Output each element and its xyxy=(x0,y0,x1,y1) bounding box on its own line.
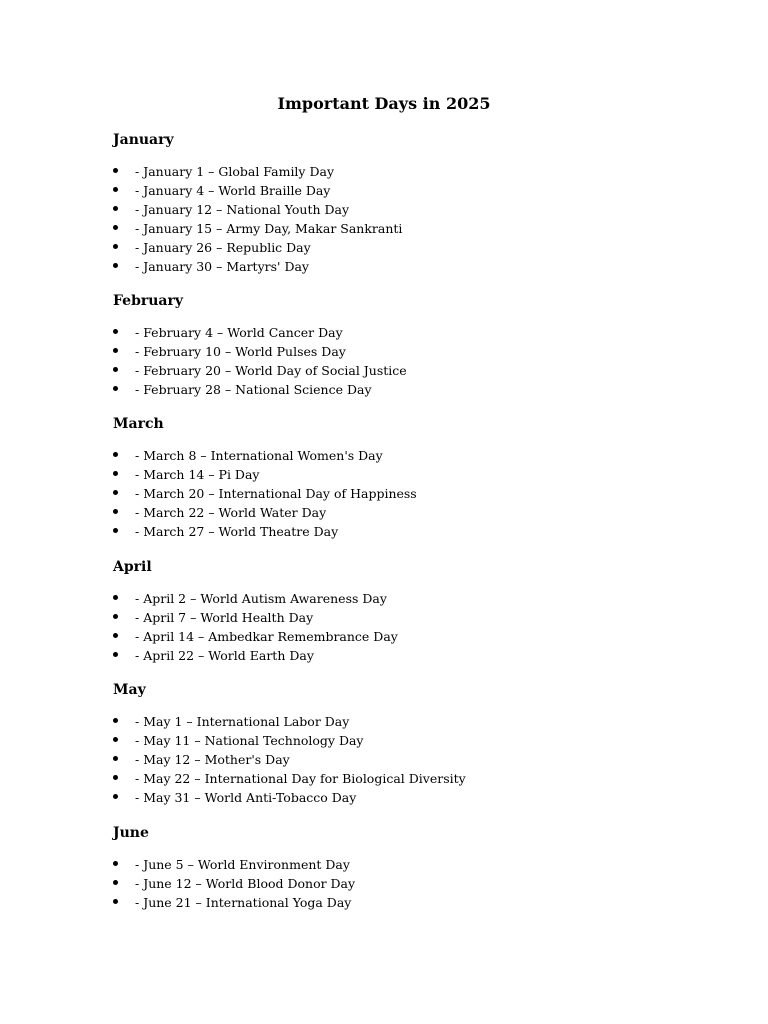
month-list xyxy=(113,162,673,277)
month-section-may xyxy=(113,680,673,807)
list-item xyxy=(113,646,673,665)
bullet-icon xyxy=(113,263,118,268)
list-item xyxy=(113,342,673,361)
list-item xyxy=(113,627,673,646)
month-list xyxy=(113,323,673,399)
month-list xyxy=(113,712,673,807)
list-item-text: - June 12 – World Blood Donor Day xyxy=(135,876,356,892)
bullet-icon xyxy=(113,880,118,885)
month-list xyxy=(113,855,673,912)
document-title: Important Days in 2025 xyxy=(277,94,491,113)
list-item-text: - February 28 – National Science Day xyxy=(135,382,372,398)
list-item xyxy=(113,731,673,750)
bullet-icon xyxy=(113,206,118,211)
list-item-text: - May 12 – Mother's Day xyxy=(135,752,290,768)
bullet-icon xyxy=(113,899,118,904)
list-item xyxy=(113,380,673,399)
bullet-icon xyxy=(113,244,118,249)
list-item-text: - April 7 – World Health Day xyxy=(135,610,314,626)
month-list xyxy=(113,446,673,541)
month-section-april xyxy=(113,557,673,665)
list-item-text: - May 1 – International Labor Day xyxy=(135,714,350,729)
bullet-icon xyxy=(113,509,118,514)
list-item-text: - February 4 – World Cancer Day xyxy=(135,325,343,340)
list-item-text: - February 10 – World Pulses Day xyxy=(135,344,346,360)
list-item xyxy=(113,788,673,807)
list-item-text: - January 30 – Martyrs' Day xyxy=(135,259,309,275)
list-item xyxy=(113,589,673,608)
bullet-icon xyxy=(113,718,118,723)
list-item-text: - May 11 – National Technology Day xyxy=(135,733,364,749)
list-item xyxy=(113,219,673,238)
list-item xyxy=(113,608,673,627)
bullet-icon xyxy=(113,614,118,619)
list-item-text: - June 21 – International Yoga Day xyxy=(135,895,352,911)
list-item xyxy=(113,484,673,503)
list-item xyxy=(113,446,673,465)
list-item-text: - April 2 – World Autism Awareness Day xyxy=(135,591,387,606)
list-item xyxy=(113,750,673,769)
bullet-icon xyxy=(113,168,118,173)
month-heading: March xyxy=(113,416,164,432)
list-item xyxy=(113,769,673,788)
bullet-icon xyxy=(113,452,118,457)
month-heading: May xyxy=(113,682,146,698)
list-item-text: - March 14 – Pi Day xyxy=(135,467,260,483)
bullet-icon xyxy=(113,595,118,600)
bullet-icon xyxy=(113,652,118,657)
list-item xyxy=(113,162,673,181)
month-heading: February xyxy=(113,293,184,309)
bullet-icon xyxy=(113,367,118,372)
bullet-icon xyxy=(113,386,118,391)
bullet-icon xyxy=(113,225,118,230)
bullet-icon xyxy=(113,528,118,533)
list-item-text: - January 15 – Army Day, Makar Sankranti xyxy=(135,221,403,237)
list-item xyxy=(113,361,673,380)
list-item xyxy=(113,874,673,893)
month-heading: April xyxy=(113,559,152,575)
bullet-icon xyxy=(113,756,118,761)
month-list xyxy=(113,589,673,665)
list-item-text: - May 22 – International Day for Biological Diversity xyxy=(135,771,466,787)
list-item xyxy=(113,522,673,541)
list-item xyxy=(113,893,673,912)
month-section-january xyxy=(113,130,673,277)
list-item xyxy=(113,181,673,200)
month-section-june xyxy=(113,823,673,912)
month-heading: January xyxy=(113,132,174,148)
bullet-icon xyxy=(113,348,118,353)
list-item xyxy=(113,712,673,731)
list-item-text: - March 8 – International Women's Day xyxy=(135,448,383,463)
list-item xyxy=(113,503,673,522)
list-item-text: - March 27 – World Theatre Day xyxy=(135,524,339,540)
list-item-text: - April 14 – Ambedkar Remembrance Day xyxy=(135,629,398,645)
list-item-text: - January 26 – Republic Day xyxy=(135,240,311,256)
month-section-february xyxy=(113,291,673,399)
list-item-text: - March 22 – World Water Day xyxy=(135,505,327,521)
list-item xyxy=(113,465,673,484)
list-item-text: - January 12 – National Youth Day xyxy=(135,202,350,218)
list-item xyxy=(113,200,673,219)
month-section-march xyxy=(113,414,673,541)
bullet-icon xyxy=(113,737,118,742)
bullet-icon xyxy=(113,471,118,476)
list-item-text: - January 4 – World Braille Day xyxy=(135,183,331,199)
list-item xyxy=(113,855,673,874)
list-item-text: - May 31 – World Anti-Tobacco Day xyxy=(135,790,357,806)
bullet-icon xyxy=(113,187,118,192)
bullet-icon xyxy=(113,633,118,638)
month-heading: June xyxy=(113,825,149,841)
list-item-text: - June 5 – World Environment Day xyxy=(135,857,350,872)
list-item xyxy=(113,323,673,342)
list-item xyxy=(113,238,673,257)
list-item-text: - March 20 – International Day of Happiness xyxy=(135,486,417,502)
list-item-text: - February 20 – World Day of Social Justice xyxy=(135,363,407,379)
bullet-icon xyxy=(113,794,118,799)
bullet-icon xyxy=(113,775,118,780)
bullet-icon xyxy=(113,490,118,495)
list-item-text: - January 1 – Global Family Day xyxy=(135,164,335,179)
list-item xyxy=(113,257,673,276)
list-item-text: - April 22 – World Earth Day xyxy=(135,648,314,664)
bullet-icon xyxy=(113,861,118,866)
bullet-icon xyxy=(113,329,118,334)
